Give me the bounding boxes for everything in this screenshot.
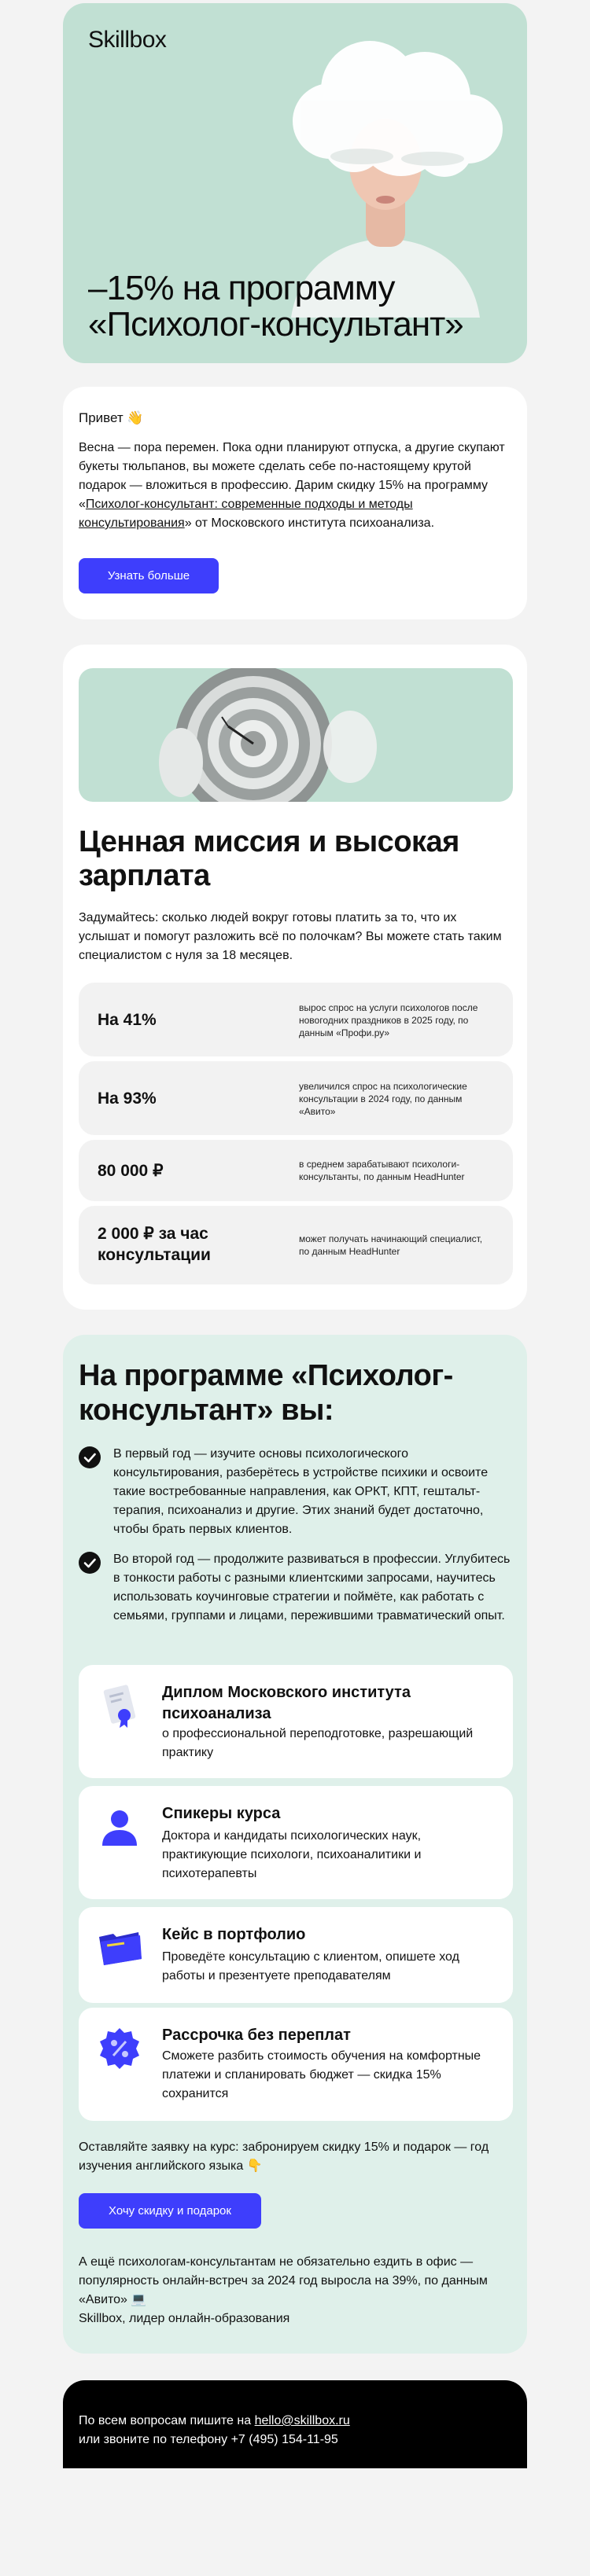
footer-phone-line: или звоните по телефону +7 (495) 154-11-95 [79,2433,338,2446]
program-bullet [79,1445,513,1539]
mission-image [79,668,513,802]
stat-description: увеличился спрос на психологические консультации в 2024 году, по данным «Авито» [299,1081,467,1117]
mission-card [63,645,527,1310]
feature-description: Сможете разбить стоимость обучения на комфортные платежи и спланировать бюджет — скидка 15% сохранится [162,2049,481,2100]
feature-title: Диплом Московского института психоанализа [162,1684,411,1722]
percent-icon [96,2025,143,2072]
stat-card [79,1206,513,1284]
hero-title-line-1: –15% на программу [88,269,395,307]
feature-card [79,1907,513,2003]
diploma-icon [96,1682,143,1729]
target-illustration [79,668,513,802]
checkmark-icon [79,1552,101,1574]
feature-description: Проведёте консультацию с клиентом, опишете ход работы и презентуете преподавателям [162,1950,459,1983]
hero-banner [63,3,527,363]
greeting-hi: Привет 👋 [79,410,144,425]
greeting-card [63,387,527,619]
stat-description: может получать начинающий специалист, по данным HeadHunter [299,1233,483,1257]
greeting-text-before: Весна — пора перемен. Пока одни планируют отпуска, а другие скупают букеты тюльпанов, вы можете сделать себе по-настоящему крутой подарок — вложиться в профессию. Дарим скидку 15% на программу « [79,441,505,511]
bullet-text: Во второй год — продолжите развиваться в профессии. Углубитесь в тонкости работы с разными клиентскими запросами, научитесь использовать коучинговые стратегии и поймёте, как работать с семьями, группами и лицами, пережившими травматический опыт. [113,1553,511,1622]
mission-title: Ценная миссия и высокая зарплата [79,825,459,892]
feature-card [79,1665,513,1778]
stat-card [79,1061,513,1135]
program-bullet [79,1550,513,1626]
stat-card [79,983,513,1056]
discount-gift-button[interactable]: Хочу скидку и подарок [79,2193,261,2229]
stat-value: На 93% [98,1090,157,1108]
mission-text: Задумайтесь: сколько людей вокруг готовы платить за то, что их услышат и помогут разложить всё по полочкам? Вы можете стать таким специалистом с нуля за 18 месяцев. [79,911,502,962]
program-card [63,1335,527,2354]
feature-description: о профессиональной переподготовке, разрешающий практику [162,1727,474,1759]
footer-text: По всем вопросам пишите на [79,2414,255,2427]
stat-description: в среднем зарабатывают психологи-консультанты, по данным HeadHunter [299,1159,465,1182]
hero-title [88,270,463,343]
program-link[interactable]: Психолог-консультант: современные подходы и методы консультирования [79,498,413,530]
greeting-body [79,439,511,533]
online-note: А ещё психологам-консультантам не обязательно ездить в офис — популярность онлайн-встреч за 2024 год выросла на 39%, по данным «Авито» 💻 [79,2255,488,2306]
folder-icon [96,1924,143,1972]
feature-title: Рассрочка без переплат [162,2027,351,2044]
learn-more-button[interactable]: Узнать больше [79,558,219,593]
greeting-text-after: » от Московского института психоанализа. [184,516,435,530]
stat-description: вырос спрос на услуги психологов после новогодних праздников в 2025 году, по данным «Профи.ру» [299,1002,478,1038]
feature-description: Доктора и кандидаты психологических наук, практикующие психологи, психоаналитики и психотерапевты [162,1829,422,1880]
feature-card [79,2008,513,2121]
feature-card [79,1786,513,1899]
hero-title-line-2: «Психолог-консультант» [88,305,463,344]
stat-card [79,1140,513,1201]
stat-value: 2 000 ₽ за час консультации [98,1225,211,1264]
email-link[interactable]: hello@skillbox.ru [254,2414,350,2427]
checkmark-icon [79,1446,101,1468]
footer-email-line [79,2412,511,2431]
footer [63,2380,527,2468]
program-title: На программе «Психолог-консультант» вы: [79,1359,453,1427]
skillbox-logo[interactable]: Skillbox [88,27,167,53]
feature-title: Спикеры курса [162,1805,281,1822]
stat-value: 80 000 ₽ [98,1162,164,1180]
signature: Skillbox, лидер онлайн-образования [79,2312,290,2325]
offer-note: Оставляйте заявку на курс: забронируем скидку 15% и подарок — год изучения английского языка 👇 [79,2141,489,2173]
speaker-icon [96,1803,143,1850]
bullet-text: В первый год — изучите основы психологического консультирования, разберётесь в устройстве психики и освоите такие востребованные направления, как ОРКТ, КПТ, гештальт-терапия, психоанализ и другие. Этих знаний будет достаточно, чтобы брать первых клиентов. [113,1447,489,1536]
stat-value: На 41% [98,1011,157,1029]
feature-title: Кейс в портфолио [162,1926,306,1943]
